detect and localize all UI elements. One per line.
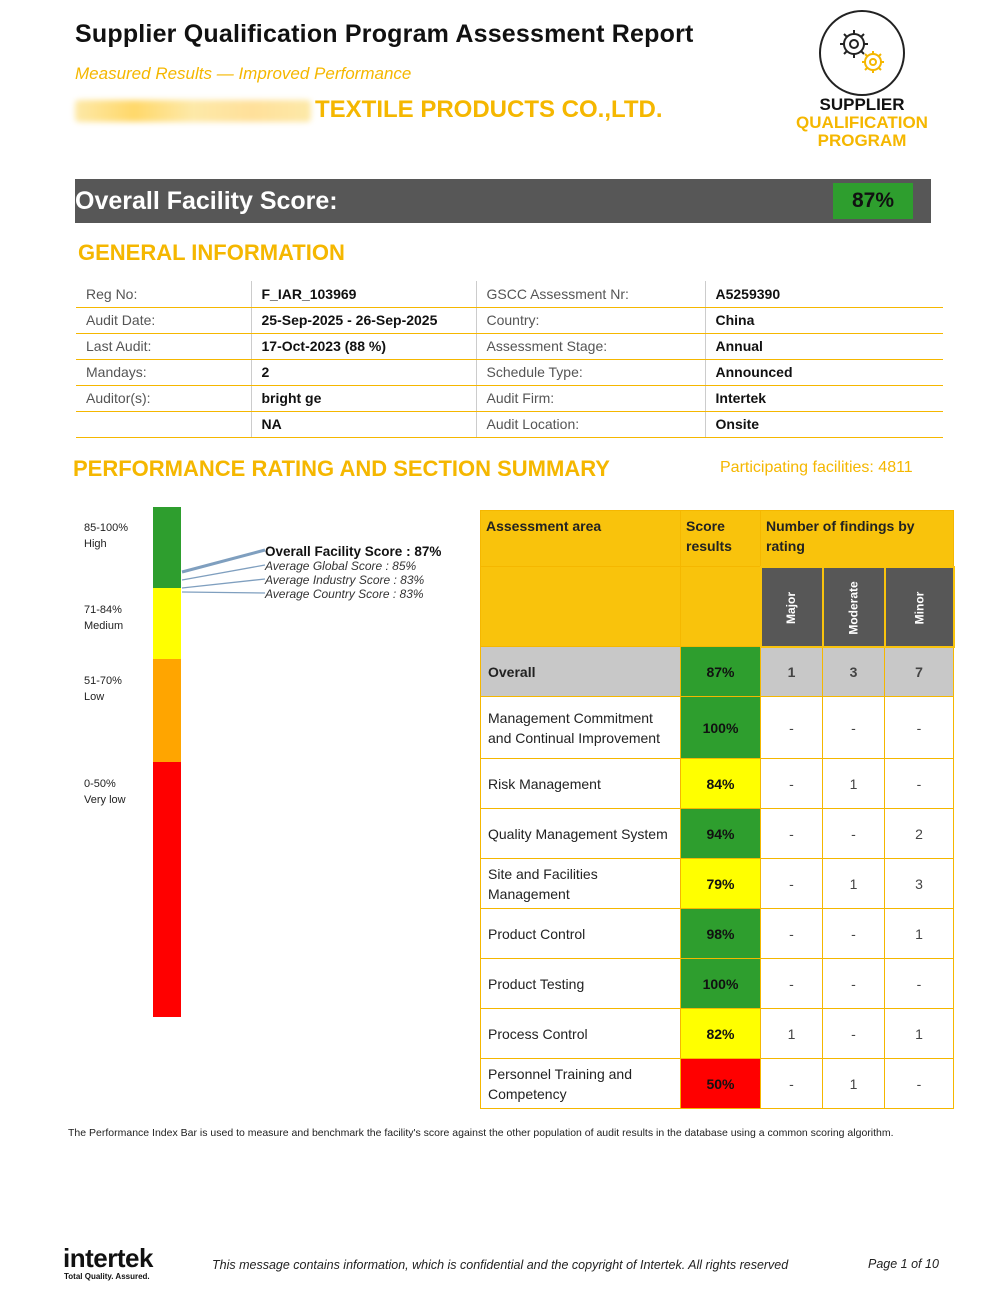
- band-name: Medium: [84, 620, 124, 632]
- col-header-moderate: Moderate: [823, 567, 885, 647]
- score-result: 79%: [681, 859, 761, 909]
- report-tagline: Measured Results — Improved Performance: [75, 64, 412, 83]
- overall-score-bar: [75, 179, 931, 223]
- assessment-area: Process Control: [481, 1009, 681, 1059]
- col-header-score: Score results: [681, 511, 761, 567]
- summary-row: [481, 759, 954, 809]
- summary-row: [481, 909, 954, 959]
- logo-line-qualification: QUALIFICATION: [796, 113, 928, 132]
- col-header-findings: Number of findings by rating: [761, 511, 954, 567]
- score-result: 94%: [681, 809, 761, 859]
- band-range: 51-70%: [84, 675, 122, 687]
- finding-count-major: -: [761, 859, 823, 909]
- info-label: Assessment Stage:: [476, 333, 705, 359]
- score-result: 98%: [681, 909, 761, 959]
- finding-count-minor: -: [885, 759, 954, 809]
- info-value: Annual: [705, 333, 943, 359]
- finding-count-moderate: -: [823, 959, 885, 1009]
- country-benchmark-label: Average Country Score : 83%: [265, 587, 424, 601]
- info-value: 17-Oct-2023 (88 %): [251, 333, 476, 359]
- band-name: High: [84, 538, 107, 550]
- performance-footnote: The Performance Index Bar is used to measure and benchmark the facility's score against the other population of audit results in the database using a common scoring algorithm.: [68, 1127, 894, 1139]
- finding-count-major: -: [761, 697, 823, 759]
- band-label: [84, 776, 126, 808]
- band-range: 0-50%: [84, 778, 116, 790]
- country-benchmark-line: [182, 592, 265, 593]
- info-label: Auditor(s):: [76, 385, 251, 411]
- confidential-notice: This message contains information, which is confidential and the copyright of Intertek. All rights reserved: [212, 1258, 789, 1272]
- company-name-text: TEXTILE PRODUCTS CO.,LTD.: [315, 96, 663, 123]
- score-result: 82%: [681, 1009, 761, 1059]
- participating-facilities: Participating facilities: 4811: [720, 459, 913, 476]
- summary-row: [481, 859, 954, 909]
- score-result: 100%: [681, 959, 761, 1009]
- overall-score-label: Overall Facility Score:: [75, 187, 338, 215]
- band-very-low: [153, 762, 181, 1017]
- summary-row: [481, 697, 954, 759]
- info-value: NA: [251, 411, 476, 437]
- finding-count-moderate: 3: [823, 647, 885, 697]
- assessment-area: Site and Facilities Management: [481, 859, 681, 909]
- info-row: [76, 307, 943, 333]
- band-name: Very low: [84, 794, 126, 806]
- finding-count-moderate: -: [823, 909, 885, 959]
- col-header-minor: Minor: [885, 567, 954, 647]
- info-value: Onsite: [705, 411, 943, 437]
- summary-row: [481, 1009, 954, 1059]
- info-label: Country:: [476, 307, 705, 333]
- assessment-area: Product Control: [481, 909, 681, 959]
- finding-count-major: -: [761, 909, 823, 959]
- band-medium: [153, 588, 181, 659]
- info-label: Reg No:: [76, 281, 251, 307]
- performance-heading: PERFORMANCE RATING AND SECTION SUMMARY: [73, 456, 610, 481]
- band-range: 71-84%: [84, 604, 122, 616]
- info-row: [76, 411, 943, 437]
- info-row: [76, 333, 943, 359]
- finding-count-moderate: 1: [823, 759, 885, 809]
- finding-count-major: -: [761, 959, 823, 1009]
- info-label: Audit Date:: [76, 307, 251, 333]
- finding-count-minor: 7: [885, 647, 954, 697]
- score-result: 87%: [681, 647, 761, 697]
- band-low: [153, 659, 181, 762]
- finding-count-minor: -: [885, 959, 954, 1009]
- finding-count-moderate: 1: [823, 859, 885, 909]
- summary-row: [481, 959, 954, 1009]
- sqp-logo: [796, 10, 928, 155]
- finding-count-major: -: [761, 809, 823, 859]
- logo-line-program: PROGRAM: [817, 131, 907, 150]
- benchmark-lines: [178, 540, 278, 610]
- assessment-area: Product Testing: [481, 959, 681, 1009]
- band-name: Low: [84, 691, 105, 703]
- intertek-logo: intertek: [63, 1243, 153, 1273]
- info-label: Mandays:: [76, 359, 251, 385]
- section-summary-table: [480, 510, 955, 1109]
- score-result: 50%: [681, 1059, 761, 1109]
- summary-row: [481, 809, 954, 859]
- info-label: GSCC Assessment Nr:: [476, 281, 705, 307]
- info-value: bright ge: [251, 385, 476, 411]
- col-header-major: Major: [761, 567, 823, 647]
- info-value: F_IAR_103969: [251, 281, 476, 307]
- logo-line-supplier: SUPPLIER: [819, 95, 905, 114]
- redacted-company-prefix: [75, 100, 311, 122]
- score-result: 100%: [681, 697, 761, 759]
- finding-count-major: 1: [761, 647, 823, 697]
- band-range: 85-100%: [84, 522, 129, 534]
- assessment-area: Personnel Training and Competency: [481, 1059, 681, 1109]
- company-name: [75, 96, 663, 124]
- assessment-area: Management Commitment and Continual Improvement: [481, 697, 681, 759]
- overall-score-value: 87%: [833, 183, 913, 219]
- finding-count-minor: 1: [885, 909, 954, 959]
- general-info-heading: GENERAL INFORMATION: [78, 240, 345, 265]
- info-row: [76, 281, 943, 307]
- subheader-blank-area: [481, 567, 681, 647]
- report-title: Supplier Qualification Program Assessment Report: [75, 20, 694, 48]
- band-label: [84, 520, 128, 552]
- finding-count-moderate: -: [823, 1009, 885, 1059]
- overall-benchmark-label: Overall Facility Score : 87%: [265, 544, 442, 559]
- global-benchmark-label: Average Global Score : 85%: [265, 559, 417, 573]
- gears-icon: [821, 12, 903, 94]
- finding-count-minor: -: [885, 697, 954, 759]
- band-label: [84, 602, 123, 634]
- finding-count-moderate: -: [823, 809, 885, 859]
- finding-count-major: -: [761, 759, 823, 809]
- info-row: [76, 385, 943, 411]
- score-result: 84%: [681, 759, 761, 809]
- general-info-table: [76, 281, 943, 438]
- info-label: Audit Firm:: [476, 385, 705, 411]
- finding-count-major: 1: [761, 1009, 823, 1059]
- info-label: Audit Location:: [476, 411, 705, 437]
- intertek-tagline: Total Quality. Assured.: [64, 1272, 150, 1281]
- finding-count-moderate: -: [823, 697, 885, 759]
- assessment-area: Quality Management System: [481, 809, 681, 859]
- info-label: [76, 411, 251, 437]
- info-value: China: [705, 307, 943, 333]
- summary-row: [481, 1059, 954, 1109]
- band-label: [84, 673, 122, 705]
- info-label: Schedule Type:: [476, 359, 705, 385]
- finding-count-minor: 2: [885, 809, 954, 859]
- finding-count-minor: -: [885, 1059, 954, 1109]
- info-label: Last Audit:: [76, 333, 251, 359]
- info-value: Intertek: [705, 385, 943, 411]
- page-number: Page 1 of 10: [868, 1257, 939, 1271]
- info-value: A5259390: [705, 281, 943, 307]
- subheader-blank-score: [681, 567, 761, 647]
- band-high: [153, 507, 181, 588]
- col-header-area: Assessment area: [481, 511, 681, 567]
- finding-count-minor: 1: [885, 1009, 954, 1059]
- finding-count-moderate: 1: [823, 1059, 885, 1109]
- overall-benchmark-line: [182, 550, 265, 572]
- logo-circle: [819, 10, 905, 96]
- finding-count-minor: 3: [885, 859, 954, 909]
- info-value: 2: [251, 359, 476, 385]
- industry-benchmark-line: [182, 579, 265, 588]
- info-value: Announced: [705, 359, 943, 385]
- industry-benchmark-label: Average Industry Score : 83%: [265, 573, 425, 587]
- finding-count-major: -: [761, 1059, 823, 1109]
- summary-row-overall: [481, 647, 954, 697]
- info-value: 25-Sep-2025 - 26-Sep-2025: [251, 307, 476, 333]
- assessment-area: Risk Management: [481, 759, 681, 809]
- info-row: [76, 359, 943, 385]
- assessment-area: Overall: [481, 647, 681, 697]
